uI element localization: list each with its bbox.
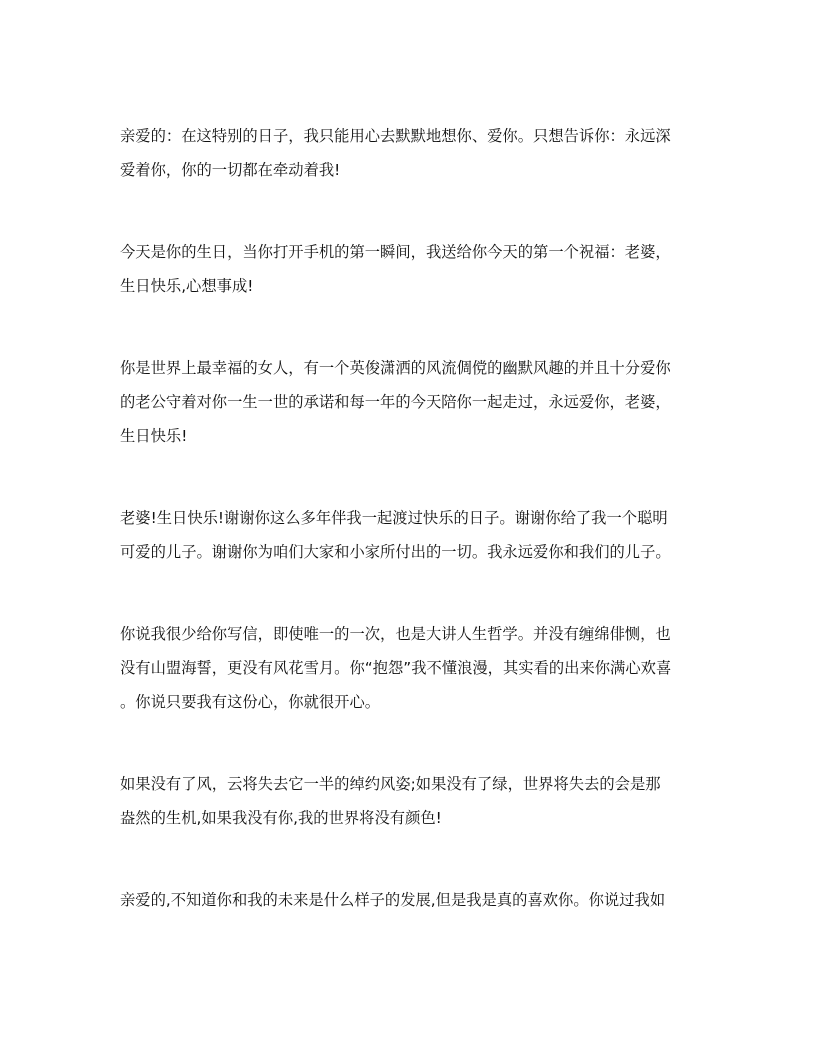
paragraph-line: 你是世界上最幸福的女人，有一个英俊潇洒的风流倜傥的幽默风趣的并且十分爱你 xyxy=(120,359,671,377)
paragraph-line: 亲爱的：在这特别的日子，我只能用心去默默地想你、爱你。只想告诉你：永远深 xyxy=(120,127,671,145)
paragraph-6 xyxy=(120,767,688,835)
paragraph-line: 如果没有了风，云将失去它一半的绰约风姿;如果没有了绿，世界将失去的会是那 xyxy=(120,775,661,793)
paragraph-line: 生日快乐,心想事成! xyxy=(120,277,254,295)
paragraph-line: 爱着你，你的一切都在牵动着我! xyxy=(120,161,341,179)
paragraph-4 xyxy=(120,501,688,569)
paragraph-line: 生日快乐! xyxy=(120,427,188,445)
paragraph-2 xyxy=(120,235,688,303)
paragraph-line: 。你说只要我有这份心，你就很开心。 xyxy=(120,693,381,711)
paragraph-line: 可爱的儿子。谢谢你为咱们大家和小家所付出的一切。我永远爱你和我们的儿子。 xyxy=(120,543,671,561)
paragraph-line: 盎然的生机,如果我没有你,我的世界将没有颜色! xyxy=(120,809,442,827)
paragraph-line: 你说我很少给你写信，即使唯一的一次，也是大讲人生哲学。并没有缠绵俳恻，也 xyxy=(120,625,671,643)
paragraph-line: 亲爱的,不知道你和我的未来是什么样子的发展,但是我是真的喜欢你。你说过我如 xyxy=(120,891,666,909)
paragraph-line: 的老公守着对你一生一世的承诺和每一年的今天陪你一起走过，永远爱你，老婆， xyxy=(120,393,671,411)
paragraph-5 xyxy=(120,617,688,719)
paragraph-3 xyxy=(120,351,688,453)
paragraph-line: 老婆!生日快乐!谢谢你这么多年伴我一起渡过快乐的日子。谢谢你给了我一个聪明 xyxy=(120,509,668,527)
paragraph-1 xyxy=(120,119,688,187)
paragraph-line: 今天是你的生日，当你打开手机的第一瞬间，我送给你今天的第一个祝福：老婆， xyxy=(120,243,671,261)
paragraph-line: 没有山盟海誓，更没有风花雪月。你“抱怨”我不懂浪漫，其实看的出来你满心欢喜 xyxy=(120,659,672,677)
paragraph-7 xyxy=(120,883,688,917)
